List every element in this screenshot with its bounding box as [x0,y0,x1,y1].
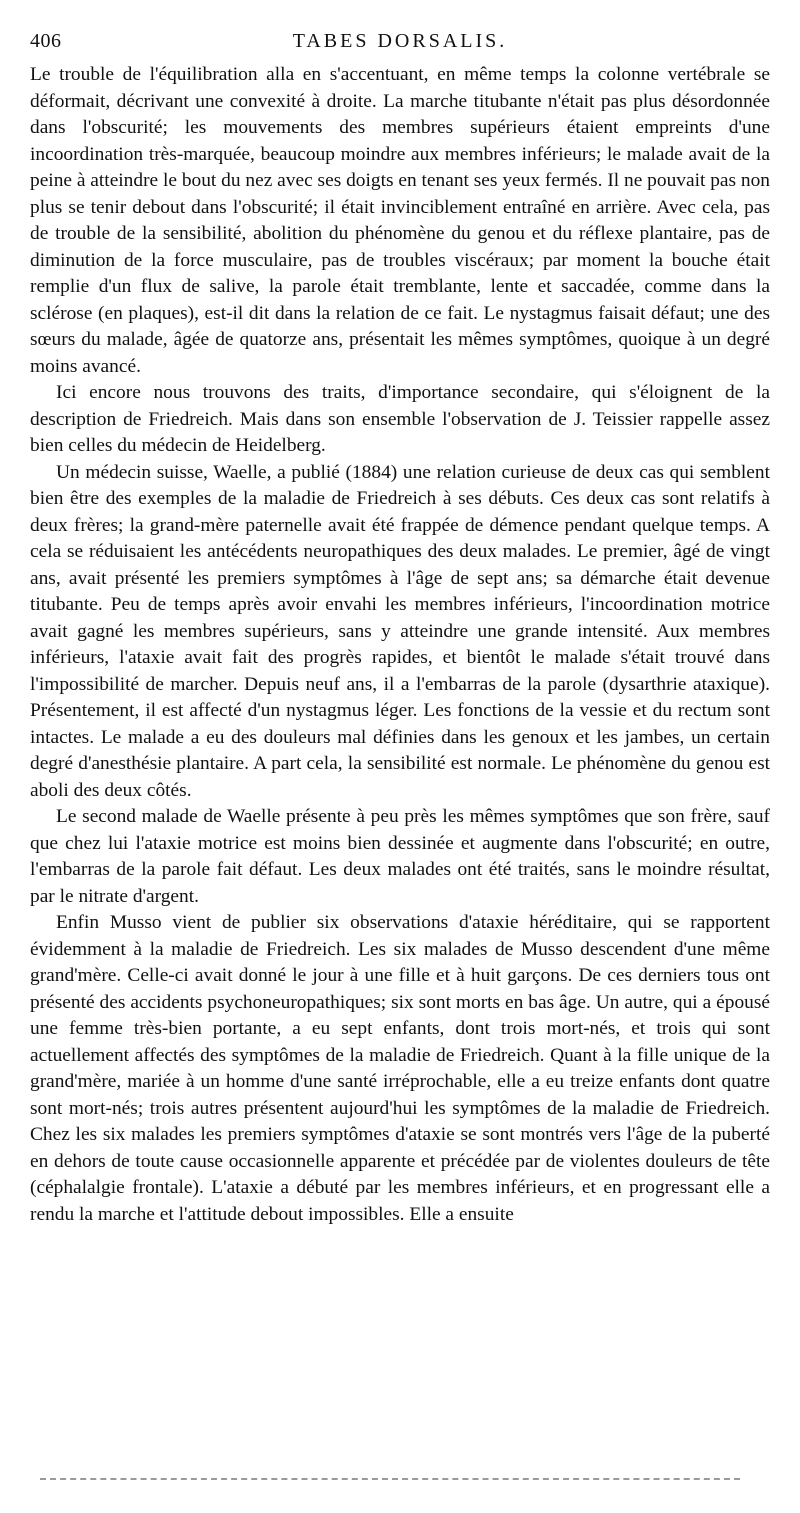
running-title: TABES DORSALIS. [292,30,508,52]
paragraph-musso: Enfin Musso vient de publier six observations d'ataxie héréditaire, qui se rapportent évidemment à la maladie de Friedreich. Les six malades de Musso descendent d'une même grand'mère. Celle-ci avait donné le jour à une fille et à huit garçons. De ces derniers tous ont présenté des accidents psychoneuropathiques; six sont morts en bas âge. Un autre, qui a épousé une femme très-bien portante, a eu sept enfants, dont trois mort-nés, et trois qui sont actuellement affectés des symptômes de la maladie de Friedreich. Quant à la fille unique de la grand'mère, mariée à un homme d'une santé irréprochable, elle a eu treize enfants dont quatre sont mort-nés; trois autres présentent aujourd'hui les symptômes de la maladie de Friedreich. Chez les six malades les premiers symptômes d'ataxie se sont montrés vers l'âge de la puberté en dehors de toute cause occasionnelle apparente et précédée par de violentes douleurs de tête (céphalalgie frontale). L'ataxie a débuté par les membres inférieurs, et en progressant elle a rendu la marche et l'attitude debout impossibles. Elle a ensuite [30,912,770,1225]
body-text [30,62,770,1228]
paragraph-waelle-second-case: Le second malade de Waelle présente à peu près les mêmes symptômes que son frère, sauf que chez lui l'ataxie motrice est moins bien dessinée et augmente dans l'obscurité; en outre, l'embarras de la parole fait défaut. Les deux malades ont été traités, sans le moindre résultat, par le nitrate d'argent. [30,806,770,907]
paragraph-continued: Le trouble de l'équilibration alla en s'accentuant, en même temps la colonne vertébrale se déformait, décrivant une convexité à droite. La marche titubante n'était pas plus désordonnée dans l'obscurité; les mouvements des membres supérieurs étaient empreints d'une incoordination très-marquée, beaucoup moindre aux membres inférieurs; le malade avait de la peine à atteindre le bout du nez avec ses doigts en tenant ses yeux fermés. Il ne pouvait pas non plus se tenir debout dans l'obscurité; il était invinciblement entraîné en arrière. Avec cela, pas de trouble de la sensibilité, abolition du phénomène du genou et du réflexe plantaire, pas de diminution de la force musculaire, pas de troubles viscéraux; par moment la bouche était remplie d'un flux de salive, la parole était tremblante, lente et saccadée, comme dans la sclérose (en plaques), est-il dit dans la relation de ce fait. Le nystagmus faisait défaut; une des sœurs du malade, âgée de quatorze ans, présentait les mêmes symptômes, quoique à un degré moins avancé. [30,64,770,377]
running-header [30,30,770,60]
footer-divider [40,1478,740,1480]
paragraph-teissier: Ici encore nous trouvons des traits, d'importance secondaire, qui s'éloignent de la description de Friedreich. Mais dans son ensemble l'observation de J. Teissier rappelle assez bien celles du médecin de Heidelberg. [30,382,770,456]
page-number: 406 [30,30,62,52]
paragraph-waelle-first-case: Un médecin suisse, Waelle, a publié (1884) une relation curieuse de deux cas qui semblent bien être des exemples de la maladie de Friedreich à ses débuts. Ces deux cas sont relatifs à deux frères; la grand-mère paternelle avait été frappée de démence pendant quelque temps. A cela se réduisaient les antécédents neuropathiques des deux malades. Le premier, âgé de vingt ans, avait présenté les premiers symptômes à l'âge de sept ans; sa démarche était devenue titubante. Peu de temps après avoir envahi les membres inférieurs, l'incoordination motrice avait gagné les membres supérieurs, sans y atteindre une grande intensité. Aux membres inférieurs, l'ataxie avait fait des progrès rapides, et bientôt le malade s'était trouvé dans l'impossibilité de marcher. Depuis neuf ans, il a l'embarras de la parole (dysarthrie ataxique). Présentement, il est affecté d'un nystagmus léger. Les fonctions de la vessie et du rectum sont intactes. Le malade a eu des douleurs mal définies dans les genoux et les jambes, un certain degré d'anesthésie plantaire. A part cela, la sensibilité est normale. Le phénomène du genou est aboli des deux côtés. [30,461,770,801]
